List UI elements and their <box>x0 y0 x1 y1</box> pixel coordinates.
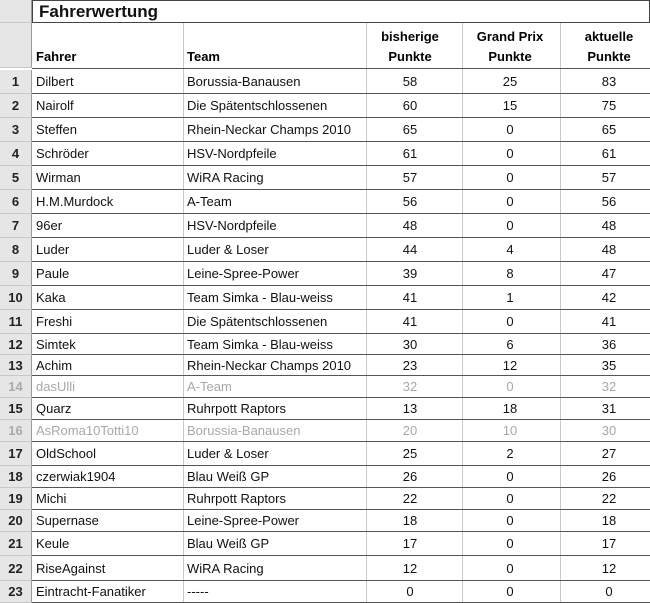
sheet-title-cell[interactable] <box>32 0 650 23</box>
cell-bisherige[interactable]: 32 <box>402 379 418 394</box>
cell-team[interactable]: Ruhrpott Raptors <box>187 491 286 506</box>
cell-aktuelle[interactable]: 48 <box>601 218 617 233</box>
cell-fahrer[interactable]: Dilbert <box>36 74 74 89</box>
cell-team[interactable]: Rhein-Neckar Champs 2010 <box>187 122 352 137</box>
gridline-col-team <box>183 23 184 603</box>
cell-bisherige[interactable]: 57 <box>402 170 418 185</box>
cell-aktuelle[interactable]: 48 <box>601 242 617 257</box>
cell-fahrer[interactable]: Schröder <box>36 146 89 161</box>
cell-aktuelle[interactable]: 56 <box>601 194 617 209</box>
cell-aktuelle[interactable]: 17 <box>601 536 617 551</box>
cell-fahrer[interactable]: Wirman <box>36 170 81 185</box>
cell-aktuelle[interactable]: 41 <box>601 314 617 329</box>
row-number[interactable]: 14 <box>0 376 32 398</box>
cell-gp[interactable]: 1 <box>506 290 514 305</box>
cell-gp[interactable]: 0 <box>506 491 514 506</box>
cell-bisherige[interactable]: 18 <box>402 513 418 528</box>
header-gp-line2[interactable]: Punkte <box>488 49 532 64</box>
cell-bisherige[interactable]: 20 <box>402 423 418 438</box>
row-number[interactable]: 11 <box>0 310 32 334</box>
cell-fahrer[interactable]: Quarz <box>36 401 72 416</box>
row-number[interactable]: 18 <box>0 466 32 488</box>
row-number[interactable]: 15 <box>0 398 32 420</box>
row-header-title <box>0 0 32 23</box>
row-number[interactable]: 23 <box>0 581 32 603</box>
cell-team[interactable]: Blau Weiß GP <box>187 469 270 484</box>
cell-bisherige[interactable]: 30 <box>402 337 418 352</box>
row-number[interactable]: 20 <box>0 510 32 532</box>
cell-fahrer[interactable]: Paule <box>36 266 70 281</box>
cell-gp[interactable]: 12 <box>502 358 518 373</box>
cell-bisherige[interactable]: 22 <box>402 491 418 506</box>
cell-gp[interactable]: 10 <box>502 423 518 438</box>
cell-bisherige[interactable]: 65 <box>402 122 418 137</box>
cell-fahrer[interactable]: Luder <box>36 242 70 257</box>
cell-aktuelle[interactable]: 75 <box>601 98 617 113</box>
row-number[interactable]: 10 <box>0 286 32 310</box>
gridline-col-aktuelle <box>560 23 561 603</box>
cell-fahrer[interactable]: Keule <box>36 536 70 551</box>
cell-gp[interactable]: 0 <box>506 146 514 161</box>
row-header-columns <box>0 23 32 68</box>
sheet-title: Fahrerwertung <box>39 2 159 21</box>
cell-team[interactable]: Die Spätentschlossenen <box>187 98 328 113</box>
cell-bisherige[interactable]: 26 <box>402 469 418 484</box>
header-team[interactable]: Team <box>187 49 220 64</box>
row-number[interactable]: 4 <box>0 142 32 166</box>
header-border <box>32 68 650 69</box>
cell-bisherige[interactable]: 48 <box>402 218 418 233</box>
header-gp-line1[interactable]: Grand Prix <box>476 29 544 44</box>
header-aktuelle-line1[interactable]: aktuelle <box>584 29 634 44</box>
row-number[interactable]: 19 <box>0 488 32 510</box>
cell-fahrer[interactable]: Eintracht-Fanatiker <box>36 584 146 599</box>
cell-gp[interactable]: 0 <box>506 584 514 599</box>
cell-team[interactable]: Luder & Loser <box>187 242 269 257</box>
cell-gp[interactable]: 18 <box>502 401 518 416</box>
header-aktuelle-line2[interactable]: Punkte <box>587 49 631 64</box>
row-number[interactable]: 1 <box>0 70 32 94</box>
cell-bisherige[interactable]: 58 <box>402 74 418 89</box>
cell-gp[interactable]: 8 <box>506 266 514 281</box>
cell-aktuelle[interactable]: 83 <box>601 74 617 89</box>
cell-bisherige[interactable]: 13 <box>402 401 418 416</box>
cell-aktuelle[interactable]: 35 <box>601 358 617 373</box>
row-number[interactable]: 6 <box>0 190 32 214</box>
cell-fahrer[interactable]: OldSchool <box>36 446 96 461</box>
cell-aktuelle[interactable]: 18 <box>601 513 617 528</box>
cell-gp[interactable]: 0 <box>506 194 514 209</box>
cell-gp[interactable]: 0 <box>506 561 514 576</box>
cell-aktuelle[interactable]: 65 <box>601 122 617 137</box>
cell-aktuelle[interactable]: 36 <box>601 337 617 352</box>
cell-team[interactable]: Borussia-Banausen <box>187 423 301 438</box>
cell-team[interactable]: Team Simka - Blau-weiss <box>187 337 333 352</box>
cell-team[interactable]: HSV-Nordpfeile <box>187 218 277 233</box>
cell-gp[interactable]: 0 <box>506 218 514 233</box>
cell-team[interactable]: Die Spätentschlossenen <box>187 314 328 329</box>
cell-aktuelle[interactable]: 61 <box>601 146 617 161</box>
row-number[interactable]: 9 <box>0 262 32 286</box>
cell-bisherige[interactable]: 25 <box>402 446 418 461</box>
row-number[interactable]: 12 <box>0 334 32 355</box>
cell-team[interactable]: Leine-Spree-Power <box>187 513 300 528</box>
cell-team[interactable]: A-Team <box>187 194 232 209</box>
cell-gp[interactable]: 0 <box>506 379 514 394</box>
cell-team[interactable]: Blau Weiß GP <box>187 536 270 551</box>
cell-gp[interactable]: 25 <box>502 74 518 89</box>
cell-fahrer[interactable]: czerwiak1904 <box>36 469 116 484</box>
cell-fahrer[interactable]: Kaka <box>36 290 66 305</box>
cell-fahrer[interactable]: RiseAgainst <box>36 561 106 576</box>
cell-bisherige[interactable]: 12 <box>402 561 418 576</box>
cell-aktuelle[interactable]: 26 <box>601 469 617 484</box>
cell-team[interactable]: Leine-Spree-Power <box>187 266 300 281</box>
cell-team[interactable]: Borussia-Banausen <box>187 74 301 89</box>
cell-fahrer[interactable]: AsRoma10Totti10 <box>36 423 139 438</box>
header-bisherige-line2[interactable]: Punkte <box>388 49 432 64</box>
cell-gp[interactable]: 4 <box>506 242 514 257</box>
cell-aktuelle[interactable]: 57 <box>601 170 617 185</box>
row-number[interactable]: 21 <box>0 532 32 556</box>
row-number[interactable]: 3 <box>0 118 32 142</box>
cell-gp[interactable]: 0 <box>506 122 514 137</box>
header-bisherige-line1[interactable]: bisherige <box>381 29 439 44</box>
cell-fahrer[interactable]: Michi <box>36 491 67 506</box>
cell-gp[interactable]: 0 <box>506 536 514 551</box>
cell-fahrer[interactable]: Nairolf <box>36 98 74 113</box>
cell-fahrer[interactable]: dasUlli <box>36 379 76 394</box>
cell-aktuelle[interactable]: 32 <box>601 379 617 394</box>
cell-gp[interactable]: 0 <box>506 513 514 528</box>
cell-aktuelle[interactable]: 31 <box>601 401 617 416</box>
row-number[interactable]: 5 <box>0 166 32 190</box>
cell-gp[interactable]: 2 <box>506 446 514 461</box>
row-number[interactable]: 16 <box>0 420 32 442</box>
cell-team[interactable]: A-Team <box>187 379 232 394</box>
cell-team[interactable]: HSV-Nordpfeile <box>187 146 277 161</box>
cell-aktuelle[interactable]: 47 <box>601 266 617 281</box>
cell-fahrer[interactable]: Simtek <box>36 337 76 352</box>
cell-bisherige[interactable]: 41 <box>402 290 418 305</box>
cell-fahrer[interactable]: H.M.Murdock <box>36 194 114 209</box>
cell-team[interactable]: Rhein-Neckar Champs 2010 <box>187 358 352 373</box>
cell-bisherige[interactable]: 61 <box>402 146 418 161</box>
cell-aktuelle[interactable]: 0 <box>605 584 613 599</box>
cell-aktuelle[interactable]: 12 <box>601 561 617 576</box>
row-number[interactable]: 17 <box>0 442 32 466</box>
cell-bisherige[interactable]: 44 <box>402 242 418 257</box>
cell-fahrer[interactable]: Steffen <box>36 122 77 137</box>
cell-fahrer[interactable]: Supernase <box>36 513 99 528</box>
cell-aktuelle[interactable]: 22 <box>601 491 617 506</box>
row-number[interactable]: 8 <box>0 238 32 262</box>
row-number[interactable]: 2 <box>0 94 32 118</box>
cell-fahrer[interactable]: Freshi <box>36 314 73 329</box>
cell-aktuelle[interactable]: 30 <box>601 423 617 438</box>
cell-gp[interactable]: 0 <box>506 314 514 329</box>
cell-team[interactable]: ----- <box>187 584 209 599</box>
cell-team[interactable]: Team Simka - Blau-weiss <box>187 290 333 305</box>
cell-bisherige[interactable]: 60 <box>402 98 418 113</box>
cell-aktuelle[interactable]: 42 <box>601 290 617 305</box>
cell-gp[interactable]: 6 <box>506 337 514 352</box>
row-number[interactable]: 7 <box>0 214 32 238</box>
cell-gp[interactable]: 0 <box>506 469 514 484</box>
cell-team[interactable]: WiRA Racing <box>187 170 264 185</box>
cell-bisherige[interactable]: 56 <box>402 194 418 209</box>
cell-aktuelle[interactable]: 27 <box>601 446 617 461</box>
cell-bisherige[interactable]: 23 <box>402 358 418 373</box>
header-fahrer[interactable]: Fahrer <box>36 49 77 64</box>
cell-gp[interactable]: 0 <box>506 170 514 185</box>
cell-fahrer[interactable]: Achim <box>36 358 73 373</box>
cell-gp[interactable]: 15 <box>502 98 518 113</box>
cell-fahrer[interactable]: 96er <box>36 218 63 233</box>
cell-bisherige[interactable]: 39 <box>402 266 418 281</box>
cell-team[interactable]: Ruhrpott Raptors <box>187 401 286 416</box>
row-number[interactable]: 13 <box>0 355 32 376</box>
cell-bisherige[interactable]: 17 <box>402 536 418 551</box>
cell-team[interactable]: WiRA Racing <box>187 561 264 576</box>
cell-bisherige[interactable]: 0 <box>406 584 414 599</box>
row-number[interactable]: 22 <box>0 556 32 581</box>
cell-team[interactable]: Luder & Loser <box>187 446 269 461</box>
cell-bisherige[interactable]: 41 <box>402 314 418 329</box>
